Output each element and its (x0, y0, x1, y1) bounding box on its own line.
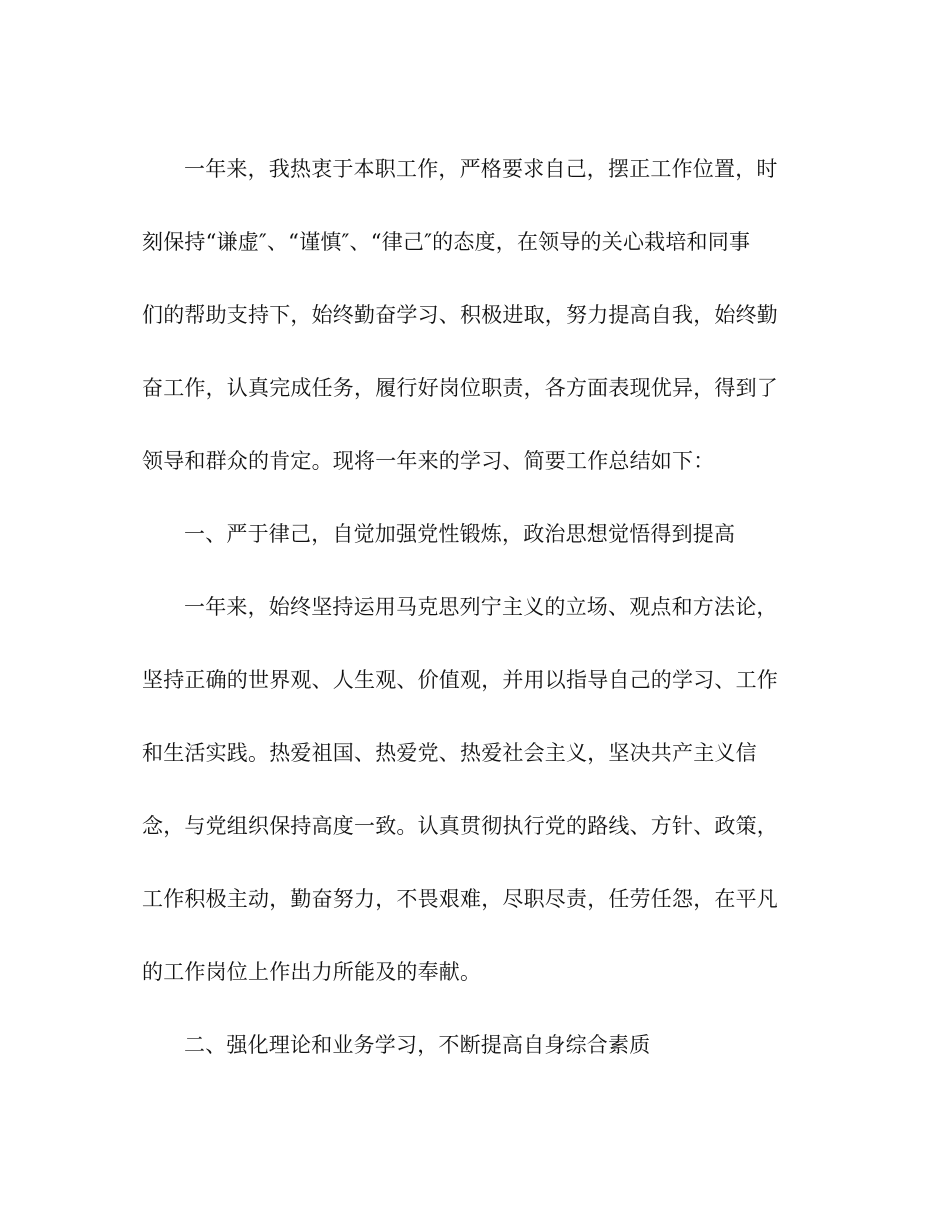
paragraph-2-line-2: 坚持正确的世界观、人生观、价值观，并用以指导自己的学习、工作 (142, 668, 778, 692)
paragraph-1-line-4: 奋工作，认真完成任务，履行好岗位职责，各方面表现优异，得到了 (142, 376, 778, 400)
paragraph-1-line-3: 们的帮助支持下，始终勤奋学习、积极进取，努力提高自我，始终勤 (142, 303, 778, 327)
paragraph-2-line-5: 工作积极主动，勤奋努力，不畏艰难，尽职尽责，任劳任怨，在平凡 (142, 887, 778, 911)
document-body (142, 133, 808, 1082)
section-heading-2: 二、强化理论和业务学习，不断提高自身综合素质 (184, 1033, 651, 1057)
paragraph-2-line-1: 一年来，始终坚持运用马克思列宁主义的立场、观点和方法论， (184, 595, 778, 619)
paragraph-1-line-1: 一年来，我热衷于本职工作，严格要求自己，摆正工作位置，时 (184, 157, 778, 181)
paragraph-2-line-3: 和生活实践。热爱祖国、热爱党、热爱社会主义，坚决共产主义信 (142, 741, 757, 765)
section-heading-1: 一、严于律己，自觉加强党性锻炼，政治思想觉悟得到提高 (184, 522, 736, 546)
paragraph-1-line-2: 刻保持“谦虚″、“谨慎″、“律己″的态度，在领导的关心栽培和同事 (142, 230, 751, 254)
paragraph-1-line-5: 领导和群众的肯定。现将一年来的学习、简要工作总结如下： (142, 449, 715, 473)
paragraph-2-line-6: 的工作岗位上作出力所能及的奉献。 (142, 960, 482, 984)
paragraph-2-line-4: 念，与党组织保持高度一致。认真贯彻执行党的路线、方针、政策， (142, 814, 778, 838)
